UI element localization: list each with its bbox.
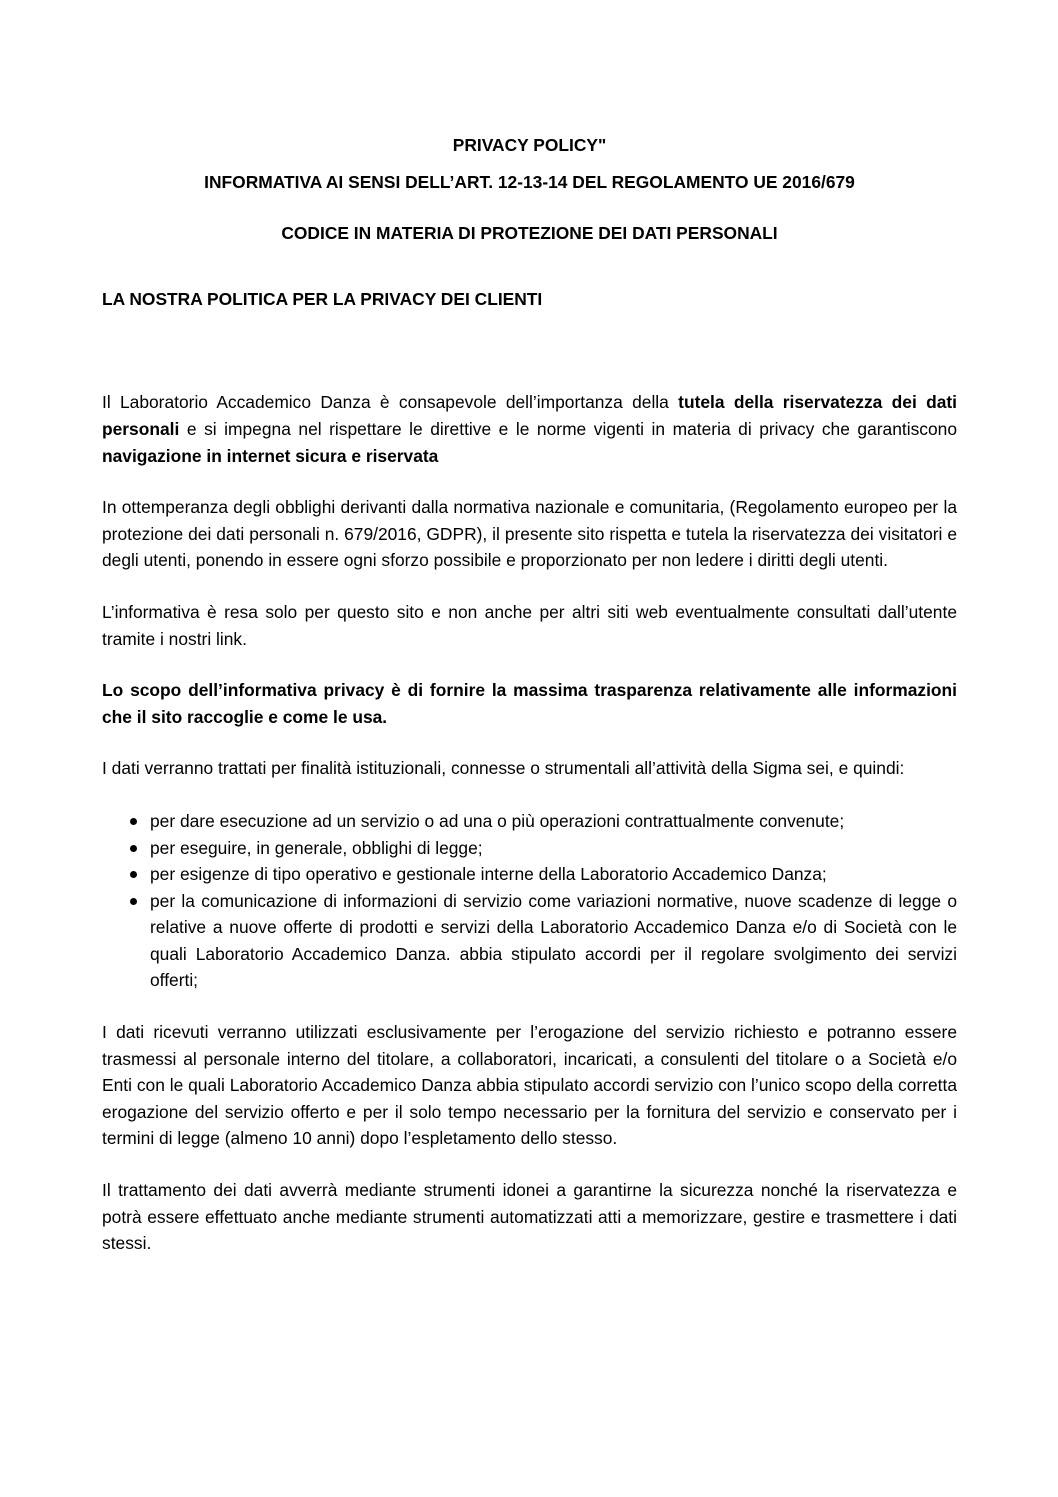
document-subtitle: INFORMATIVA AI SENSI DELL’ART. 12-13-14 DEL REGOLAMENTO UE 2016/679: [204, 171, 855, 192]
paragraph-data-use: I dati verranno trattati per finalità istituzionali, connesse o strumentali all’attività della Sigma sei, e quindi:: [102, 758, 905, 779]
paragraph-data-processing: Il trattamento dei dati avverrà mediante strumenti idonei a garantirne la sicurezza nonché la riservatezza e potrà essere effettuato anche mediante strumenti automatizzati atti a memorizzare, gestire e trasmettere i dati stessi.: [102, 1180, 957, 1254]
paragraph-intro-text-c: e si impegna nel rispettare le direttive e le norme vigenti in materia di privacy che garantiscono: [179, 418, 957, 439]
bullet-icon: [130, 845, 137, 852]
list-item-text: per esigenze di tipo operativo e gestionale interne della Laboratorio Accademico Danza;: [150, 864, 827, 885]
paragraph-purpose-bold: Lo scopo dell’informativa privacy è di fornire la massima trasparenza relativamente alle informazioni che il sito raccoglie e come le usa.: [102, 680, 957, 727]
document-subtitle-code: CODICE IN MATERIA DI PROTEZIONE DEI DATI PERSONALI: [281, 223, 778, 244]
document-title: PRIVACY POLICY": [452, 135, 607, 155]
bullet-icon: [130, 818, 137, 825]
list-item-text: per dare esecuzione ad un servizio o ad una o più operazioni contrattualmente convenute;: [150, 810, 845, 831]
list-item: [102, 835, 957, 862]
list-item: [102, 888, 957, 994]
bullet-icon: [130, 898, 137, 905]
document-content: [102, 132, 957, 1282]
purposes-list: [102, 808, 957, 994]
list-item: [102, 861, 957, 888]
paragraph-data-transfer: I dati ricevuti verranno utilizzati esclusivamente per l’erogazione del servizio richiesto e potranno essere trasmessi al personale interno del titolare, a collaboratori, incaricati, a consulenti del titolare o a Società e/o Enti con le quali Laboratorio Accademico Danza abbia stipulato accordi servizio con l’unico scopo della corretta erogazione del servizio offerto e per il solo tempo necessario per la fornitura del servizio e conservato per i termini di legge (almeno 10 anni) dopo l’espletamento dello stesso.: [102, 1022, 957, 1149]
list-item-text: per eseguire, in generale, obblighi di legge;: [150, 837, 483, 858]
paragraph-purpose: [102, 677, 957, 730]
list-item-text: per la comunicazione di informazioni di servizio come variazioni normative, nuove scadenze di legge o relative a nuove offerte di prodotti e servizi della Laboratorio Accademico Danza e/o di Società con le quali Laboratorio Accademico Danza. abbia stipulato accordi per il regolare svolgimento dei servizi offerti;: [150, 890, 957, 991]
paragraph-intro-text-a: Il Laboratorio Accademico Danza è consapevole dell’importanza della: [102, 392, 679, 413]
paragraph-regulation: In ottemperanza degli obblighi derivanti dalla normativa nazionale e comunitaria, (Regolamento europeo per la protezione dei dati personali n. 679/2016, GDPR), il presente sito rispetta e tutela la riservatezza dei visitatori e degli utenti, ponendo in essere ogni sforzo possibile e proporzionato per non ledere i diritti degli utenti.: [102, 497, 957, 571]
paragraph-intro: [102, 389, 957, 469]
paragraph-intro-bold-b: tutela della riservatezza dei dati personali: [102, 392, 957, 439]
paragraph-scope-site: L’informativa è resa solo per questo sito e non anche per altri siti web eventualmente consultati dall’utente tramite i nostri link.: [102, 601, 957, 649]
list-item: [102, 808, 957, 835]
section-heading: LA NOSTRA POLITICA PER LA PRIVACY DEI CLIENTI: [102, 288, 543, 309]
bullet-icon: [130, 871, 137, 878]
paragraph-intro-bold-d: navigazione in internet sicura e riservata: [102, 445, 439, 466]
